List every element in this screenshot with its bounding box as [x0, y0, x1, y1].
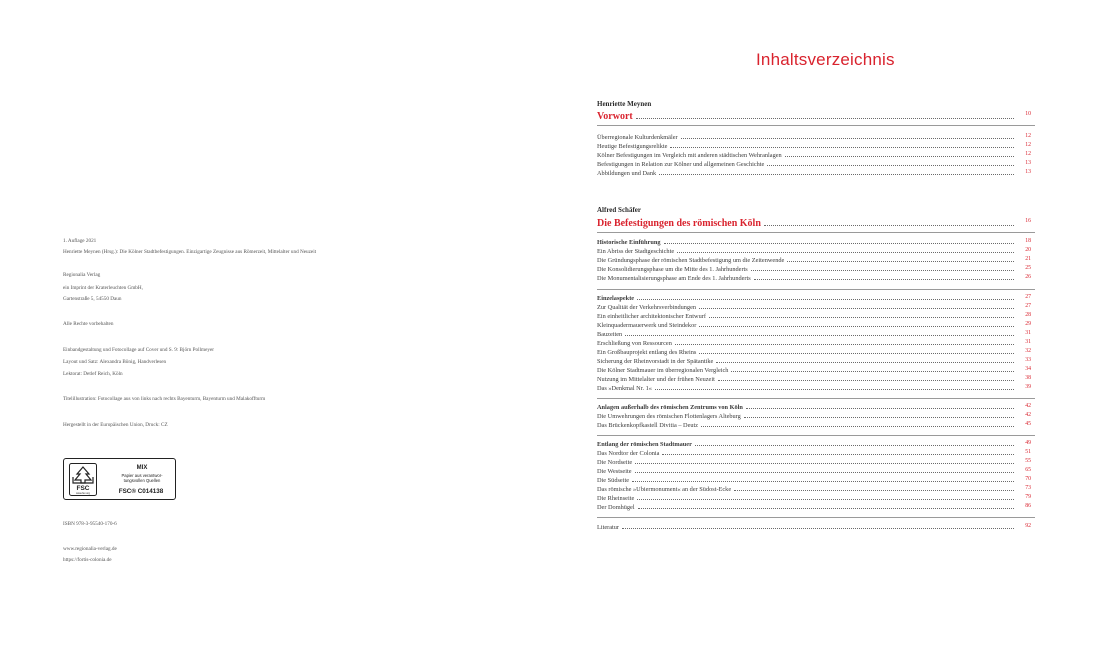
leader-dots — [744, 412, 1014, 418]
toc-page-number: 39 — [1025, 384, 1031, 390]
toc-entry-label: Einzelaspekte — [597, 295, 635, 302]
toc-page-number: 12 — [1025, 151, 1031, 157]
leader-dots — [638, 503, 1014, 509]
toc-entry-label: Die Nordseite — [597, 459, 633, 466]
toc-entry-label: Die Kölner Stadtmauer im überregionalen Vergleich — [597, 367, 729, 374]
toc-page-number: 27 — [1025, 303, 1031, 309]
toc-entry-label: Die Umwehrungen des römischen Flottenlagers Alteburg — [597, 413, 741, 420]
toc-page-number: 12 — [1025, 142, 1031, 148]
toc-entry[interactable] — [597, 476, 1031, 485]
toc-entry-label: Ein Abriss der Stadtgeschichte — [597, 248, 675, 255]
leader-dots — [701, 421, 1014, 427]
leader-dots — [734, 485, 1014, 491]
leader-dots — [659, 169, 1014, 175]
toc-entry[interactable] — [597, 366, 1031, 375]
toc-page-number: 86 — [1025, 503, 1031, 509]
toc-entry-label: Ein Großbauprojekt entlang des Rheins — [597, 349, 697, 356]
toc-entry[interactable] — [597, 142, 1031, 151]
leader-dots — [637, 294, 1014, 300]
toc-entry[interactable] — [597, 151, 1031, 160]
leader-dots — [764, 220, 1014, 226]
toc-entry[interactable] — [597, 274, 1031, 283]
toc-page-number: 28 — [1025, 312, 1031, 318]
toc-entry-label: Zur Qualität der Verkehrsverbindungen — [597, 304, 697, 311]
toc-entry-label: Erschließung von Ressourcen — [597, 340, 672, 347]
toc-section-heading[interactable] — [597, 440, 1031, 449]
toc-page-number: 79 — [1025, 494, 1031, 500]
toc-entry[interactable] — [597, 449, 1031, 458]
toc-page-number: 55 — [1025, 458, 1031, 464]
toc-entry-label: Historische Einführung — [597, 239, 661, 246]
leader-dots — [709, 312, 1014, 318]
toc-page-number: 27 — [1025, 294, 1031, 300]
toc-entry-label: Die Befestigungen des römischen Köln — [597, 218, 761, 229]
publisher-imprint: ein Imprint der Kraterleuchten GmbH, — [63, 285, 143, 291]
cover-design-credit: Einbandgestaltung und Fotocollage auf Cover und S. 9: Björn Pollmeyer — [63, 347, 214, 353]
leader-dots — [718, 375, 1014, 381]
leader-dots — [632, 476, 1014, 482]
fsc-logo-url: www.fsc.org — [76, 492, 90, 495]
leader-dots — [767, 160, 1014, 166]
toc-entry-label: Die Monumentalisierungsphase am Ende des 1. Jahrhunderts — [597, 275, 751, 282]
toc-entry-chapter[interactable] — [597, 218, 1031, 230]
toc-page-number: 13 — [1025, 169, 1031, 175]
isbn-line: ISBN 978-3-95540-170-6 — [63, 521, 117, 527]
fsc-paper-line1: Papier aus verantwor- — [121, 473, 163, 478]
toc-entry-label: Das Nordtor der Colonia — [597, 450, 660, 457]
leader-dots — [754, 274, 1014, 280]
leader-dots — [635, 458, 1014, 464]
toc-page-number: 73 — [1025, 485, 1031, 491]
toc-page-number: 32 — [1025, 348, 1031, 354]
leader-dots — [699, 348, 1014, 354]
toc-entry-label: Abbildungen und Dank — [597, 170, 657, 177]
toc-page-number: 34 — [1025, 366, 1031, 372]
toc-entry[interactable] — [597, 265, 1031, 274]
toc-page-number: 29 — [1025, 321, 1031, 327]
toc-entry-label: Das »Denkmal Nr. 1« — [597, 385, 652, 392]
toc-entry[interactable] — [597, 357, 1031, 366]
fsc-paper-line2: tungsvollen Quellen — [123, 478, 161, 483]
toc-entry-label: Die Westseite — [597, 468, 632, 475]
toc-entry[interactable] — [597, 256, 1031, 265]
toc-entry-label: Die Gründungsphase der römischen Stadtbefestigung um die Zeitenwende — [597, 257, 785, 264]
toc-entry[interactable] — [597, 458, 1031, 467]
toc-page-number: 25 — [1025, 265, 1031, 271]
toc-entry-label: Das Brückenkopfkastell Divitia – Deutz — [597, 422, 699, 429]
toc-entry[interactable] — [597, 312, 1031, 321]
toc-page-number: 10 — [1025, 111, 1031, 117]
toc-entry-label: Die Konsolidierungsphase um die Mitte des 1. Jahrhunderts — [597, 266, 748, 273]
toc-section-heading[interactable] — [597, 238, 1031, 247]
toc-entry[interactable] — [597, 412, 1031, 421]
leader-dots — [699, 303, 1014, 309]
leader-dots — [675, 339, 1014, 345]
divider — [597, 125, 1035, 126]
leader-dots — [681, 133, 1014, 139]
toc-entry-label: Bauzeiten — [597, 331, 623, 338]
toc-entry-label: Heutige Befestigungsrelikte — [597, 143, 668, 150]
toc-page-number: 65 — [1025, 467, 1031, 473]
leader-dots — [625, 330, 1014, 336]
author-schaefer: Alfred Schäfer — [597, 206, 641, 214]
leader-dots — [751, 265, 1014, 271]
toc-entry[interactable] — [597, 467, 1031, 476]
toc-section-heading[interactable] — [597, 403, 1031, 412]
leader-dots — [695, 440, 1014, 446]
fsc-mix: MIX — [136, 465, 148, 471]
toc-entry[interactable] — [597, 384, 1031, 393]
leader-dots — [746, 403, 1014, 409]
toc-entry-vorwort[interactable] — [597, 111, 1031, 123]
toc-entry-label: Entlang der römischen Stadtmauer — [597, 441, 692, 448]
toc-page-number: 45 — [1025, 421, 1031, 427]
toc-entry-label: Befestigungen in Relation zur Kölner und allgemeinen Geschichte — [597, 161, 765, 168]
toc-entry-label: Die Südseite — [597, 477, 630, 484]
title-illustration-credit: Titelillustration: Fotocollage aus von links nach rechts Bayenturm, Bayenturm und Malakoffturm — [63, 396, 266, 402]
toc-entry[interactable] — [597, 160, 1031, 169]
toc-entry[interactable] — [597, 133, 1031, 142]
leader-dots — [664, 238, 1014, 244]
toc-entry[interactable] — [597, 375, 1031, 384]
author-meynen: Henriette Meynen — [597, 100, 652, 108]
divider — [597, 435, 1035, 436]
toc-entry[interactable] — [597, 503, 1031, 512]
leader-dots — [636, 113, 1014, 119]
toc-entry-label: Ein einheitlicher architektonischer Entwurf — [597, 313, 706, 320]
leader-dots — [670, 142, 1014, 148]
fsc-paper-text — [108, 473, 176, 483]
toc-page-number: 31 — [1025, 339, 1031, 345]
toc-entry[interactable] — [597, 169, 1031, 178]
edition-line: 1. Auflage 2021 — [63, 238, 97, 244]
toc-entry[interactable] — [597, 348, 1031, 357]
toc-entry-label: Literatur — [597, 524, 620, 531]
toc-entry-label: Sicherung der Rheinvorstadt in der Spätantike — [597, 358, 714, 365]
toc-entry[interactable] — [597, 421, 1031, 430]
toc-page-number: 70 — [1025, 476, 1031, 482]
toc-entry-label: Das römische »Ubiermonument« an der Südost-Ecke — [597, 486, 732, 493]
publisher-name: Regionalia Verlag — [63, 272, 101, 278]
toc-entry-label: Nutzung im Mittelalter und der frühen Neuzeit — [597, 376, 715, 383]
divider — [597, 517, 1035, 518]
rights-line: Alle Rechte vorbehalten — [63, 321, 114, 327]
toc-page-number: 20 — [1025, 247, 1031, 253]
production-line: Hergestellt in der Europäischen Union, Druck: CZ — [63, 422, 168, 428]
toc-entry-label: Der Domhügel — [597, 504, 635, 511]
publisher-website: www.regionalia-verlag.de — [63, 546, 117, 552]
toc-page-number: 26 — [1025, 274, 1031, 280]
divider — [597, 232, 1035, 233]
divider — [597, 289, 1035, 290]
toc-entry-label: Die Rheinseite — [597, 495, 635, 502]
toc-entry-literatur[interactable] — [597, 523, 1031, 532]
toc-entry[interactable] — [597, 247, 1031, 256]
toc-entry-label: Vorwort — [597, 111, 633, 122]
fsc-tree-logo-icon — [69, 463, 97, 496]
toc-entry-label: Kölner Befestigungen im Vergleich mit anderen städtischen Wehranlagen — [597, 152, 782, 159]
toc-page-number: 12 — [1025, 133, 1031, 139]
toc-entry-label: Anlagen außerhalb des römischen Zentrums von Köln — [597, 404, 743, 411]
toc-page-number: 18 — [1025, 238, 1031, 244]
toc-entry[interactable] — [597, 339, 1031, 348]
leader-dots — [622, 523, 1014, 529]
toc-entry-label: Kleinquadermauerwerk und Steindekor — [597, 322, 697, 329]
divider — [597, 398, 1035, 399]
leader-dots — [655, 384, 1014, 390]
toc-page-number: 21 — [1025, 256, 1031, 262]
leader-dots — [662, 449, 1014, 455]
fsc-label — [63, 458, 176, 500]
publisher-address: Gartenstraße 5, 54550 Daun — [63, 296, 122, 302]
toc-page-number: 16 — [1025, 218, 1031, 224]
toc-page-number: 92 — [1025, 523, 1031, 529]
toc-page-number: 13 — [1025, 160, 1031, 166]
leader-dots — [785, 151, 1014, 157]
toc-section-heading[interactable] — [597, 294, 1031, 303]
fsc-code: FSC® C014138 — [118, 488, 164, 495]
citation-line: Henriette Meynen (Hrsg.): Die Kölner Stadtbefestigungen. Einzigartige Zeugnisse aus Römerzeit, Mittelalter und Neuzeit — [63, 249, 317, 255]
toc-page-number: 51 — [1025, 449, 1031, 455]
leader-dots — [635, 467, 1014, 473]
fsc-logo-text: FSC — [76, 485, 90, 492]
toc-entry[interactable] — [597, 485, 1031, 494]
toc-page-number: 42 — [1025, 412, 1031, 418]
layout-credit: Layout und Satz: Alexandra Bönig, Handverlesen — [63, 359, 167, 365]
leader-dots — [731, 366, 1014, 372]
toc-title: Inhaltsverzeichnis — [756, 50, 895, 69]
leader-dots — [699, 321, 1014, 327]
leader-dots — [716, 357, 1014, 363]
editing-credit: Lektorat: Detlef Reich, Köln — [63, 371, 123, 377]
toc-entry[interactable] — [597, 494, 1031, 503]
toc-page-number: 33 — [1025, 357, 1031, 363]
toc-page-number: 49 — [1025, 440, 1031, 446]
toc-page-number: 42 — [1025, 403, 1031, 409]
leader-dots — [787, 256, 1014, 262]
toc-entry[interactable] — [597, 303, 1031, 312]
project-website: https://fortis-colonia.de — [63, 557, 112, 563]
leader-dots — [637, 494, 1014, 500]
toc-page-number: 38 — [1025, 375, 1031, 381]
toc-entry[interactable] — [597, 321, 1031, 330]
toc-entry-label: Überregionale Kulturdenkmäler — [597, 134, 678, 141]
toc-page-number: 31 — [1025, 330, 1031, 336]
toc-entry[interactable] — [597, 330, 1031, 339]
leader-dots — [677, 247, 1014, 253]
